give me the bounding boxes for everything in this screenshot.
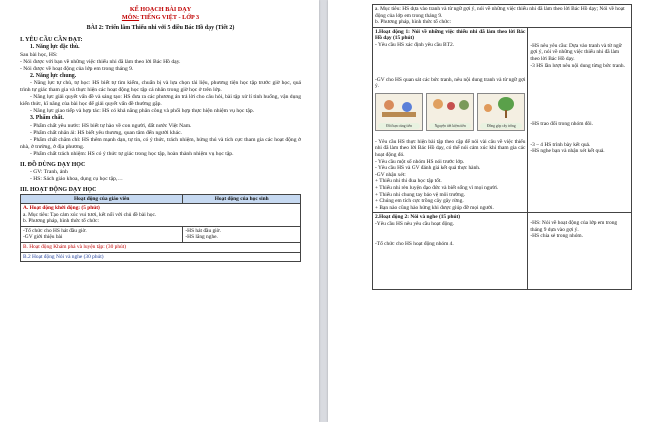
student-cell	[528, 27, 632, 213]
paragraph: - HS: Sách giáo khoa, dụng cụ học tập,…	[30, 175, 123, 182]
subject-text: TIẾNG VIỆT - LỚP 3	[139, 14, 200, 21]
cell-text: - Yêu cầu HS xác định yêu cầu BT2.	[375, 41, 454, 48]
cell-text: -GV giới thiệu bài	[23, 234, 63, 241]
table-row	[373, 5, 632, 28]
document-page-right	[328, 0, 650, 422]
paragraph: Sau bài học, HS:	[20, 51, 58, 58]
cell-text: - Yêu cầu một số nhóm HS nói trước lớp.	[375, 158, 465, 165]
teacher-cell	[373, 213, 528, 290]
table-row	[373, 27, 632, 213]
paragraph: - Phẩm chất chăm chỉ: HS thêm mạnh dạn, tự tin, có ý thức, trách nhiệm, hứng thú và tích cực tham gia các hoạt động ở nhà, ở trường, ở địa phương.	[20, 136, 301, 150]
activity-2-title: 2.Hoạt động 2: Nói và nghe (15 phút)	[375, 214, 461, 221]
lesson-plan-table-continued	[372, 4, 632, 290]
section-1-1-heading: 1. Năng lực đặc thù.	[30, 44, 80, 50]
table-row	[373, 213, 632, 290]
paragraph: - Nói được với bạn về những việc thiếu nhi đã làm theo lời Bác Hồ dạy.	[20, 58, 181, 65]
cell-text: -HS nghe bạn và nhận xét kết quả.	[530, 148, 605, 155]
paragraph: - GV: Tranh, ảnh	[30, 168, 68, 175]
cell-text: -HS lắng nghe.	[185, 234, 218, 241]
cell-text: b. Phương pháp, hình thức tổ chức:	[23, 218, 99, 225]
table-row	[21, 226, 301, 242]
table-row	[21, 243, 301, 253]
student-cell	[183, 226, 301, 242]
activity-b-title: B. Hoạt động Khám phá và luyện tập: (30 phút)	[21, 243, 301, 253]
cell-text: -3 HS lần lượt nêu nội dung từng bức tranh.	[530, 62, 625, 69]
cell-text: + Bạn nào cũng hào hứng khi được giúp đỡ mọi người.	[375, 204, 494, 211]
illustration-planting-trees	[477, 93, 525, 131]
paragraph: - Năng lực giao tiếp và hợp tác: HS có khả năng phân công và phối hợp thực hiện nhiệm vụ học tập.	[30, 108, 255, 114]
cell-text: -GV cho HS quan sát các bức tranh, nêu nội dung tranh và từ ngữ gợi ý.	[375, 76, 526, 90]
teacher-column-header: Hoạt động của giáo viên	[21, 194, 183, 204]
illustration-study-buddies	[375, 93, 423, 131]
cell-text: - Yêu cầu HS và GV đánh giá kết quả thực hành.	[375, 165, 481, 172]
cell-text: -HS chia sẻ trong nhóm.	[530, 233, 583, 240]
cell-text: a. Mục tiêu: Tạo cảm xúc vui tươi, kết nối với chủ đề bài học.	[23, 211, 157, 218]
cell-text: + Thiếu nhi rèn luyện đạo đức và biết sống vì mọi người.	[375, 184, 499, 191]
table-row	[21, 204, 301, 227]
illustration-strip	[375, 93, 525, 131]
subject-prefix: MÔN:	[121, 14, 140, 21]
paragraph: - Phẩm chất yêu nước: HS biết tự hào về con người, đất nước Việt Nam.	[30, 122, 192, 129]
cell-text: -GV nhận xét:	[375, 171, 406, 178]
lesson-plan-table	[20, 194, 301, 263]
caption: Nguyện tiết kiệm tiền	[429, 123, 471, 129]
cell-text: -HS: Nói về hoạt động của lớp em trong tháng 9 dựa vào gợi ý.	[530, 220, 618, 233]
table-row	[21, 252, 301, 262]
cell-text: -Tổ chức cho HS hát đầu giờ.	[23, 227, 87, 234]
paragraph: - Năng lực tự chủ, tự học: HS biết tự tìm kiếm, chuẩn bị và lựa chọn tài liệu, phương tiện học tập trước giờ học, quá trình tự giác tham gia và thực hiện các hoạt động học tập cá nhân trong giờ học ở trên lớp.	[20, 80, 301, 93]
caption: Đồng góp cây trồng	[480, 123, 522, 129]
cell-text: + Thiếu nhi chung tay bảo vệ môi trường.	[375, 191, 466, 198]
cell-text: -Yêu cầu HS nêu yêu cầu hoạt động.	[375, 220, 455, 227]
table-header-row	[21, 194, 301, 204]
teacher-cell	[21, 226, 183, 242]
activity-a-title: A. Hoạt động khởi động: (5 phút)	[23, 205, 100, 212]
student-cell	[528, 213, 632, 290]
activity-1-title: 1.Hoạt động 1: Nói về những việc thiếu nhi đã làm theo lời Bác Hồ dạy (15 phút)	[375, 28, 526, 42]
cell-text: -HS trao đổi trong nhóm đôi.	[530, 121, 593, 128]
caption: Đôi bạn cùng tiến	[378, 123, 420, 129]
student-column-header: Hoạt động của học sinh	[183, 194, 301, 204]
cell-text: - Yêu cầu HS thực hiện bài tập theo cặp để nói vài câu về việc thiếu nhi đã làm theo lời Bác Hồ dạy, có thể nói cảm xúc khi tham gia các hoạt động đó.	[375, 138, 526, 158]
document-page-left	[0, 0, 319, 422]
cell-text: -HS nêu yêu cầu: Dựa vào tranh và từ ngữ gợi ý, nói về những việc thiếu nhi đã làm theo lời Bác Hồ dạy.	[530, 42, 622, 62]
activity-b2-title: B.2 Hoạt động Nói và nghe (30 phút)	[21, 252, 301, 262]
section-2-heading: II. ĐỒ DÙNG DẠY HỌC	[20, 161, 86, 168]
paragraph: - Nói được về hoạt động của lớp em trong tháng 9.	[20, 65, 134, 72]
cell-text: -3 – 4 HS trình bày kết quả.	[530, 141, 591, 148]
lesson-title: BÀI 2: Triển lãm Thiếu nhi với 5 điều Bác Hồ dạy (Tiết 2)	[86, 25, 235, 31]
illustration-saving-money	[426, 93, 474, 131]
cell-text: + Thiếu nhi thi đua học tập tốt.	[375, 178, 442, 185]
cell-text: + Chúng em tích cực trồng cây gây rừng.	[375, 198, 464, 205]
paragraph: - Phẩm chất trách nhiệm: HS có ý thức tự giác trong học tập, hoàn thành nhiệm vụ học tập.	[30, 150, 234, 157]
paragraph: - Năng lực giải quyết vấn đề và sáng tạo: HS đưa ra các phương án trả lời cho câu hỏi, bài tập xử lí tình huống, vận dụng kiến thức, kĩ năng của bài học để giải quyết vấn đề thường gặp.	[20, 94, 301, 107]
cell-text: a. Mục tiêu: HS dựa vào tranh và từ ngữ gợi ý, nói về những việc thiếu nhi đã làm theo lời Bác Hồ dạy; Nói về hoạt động của lớp em trong tháng 9.	[375, 6, 625, 19]
plan-title: KẾ HOẠCH BÀI DẠY	[129, 6, 192, 13]
section-1-heading: I. YÊU CẦU CẦN ĐẠT:	[20, 37, 83, 43]
subject-line	[20, 14, 301, 22]
paragraph: - Phẩm chất nhân ái: HS biết yêu thương, quan tâm đến người khác.	[30, 129, 182, 136]
section-1-3-heading: 3. Phẩm chất.	[30, 115, 64, 121]
section-1-2-heading: 2. Năng lực chung.	[30, 72, 77, 79]
teacher-cell	[373, 27, 528, 213]
cell-text: -HS hát đầu giờ.	[185, 227, 221, 234]
cell-text: -Tổ chức cho HS hoạt động nhóm 4.	[375, 241, 454, 248]
table-cell	[373, 5, 632, 28]
cell-text: b. Phương pháp, hình thức tổ chức:	[375, 19, 451, 26]
table-cell	[21, 204, 301, 227]
section-3-heading: III. HOẠT ĐỘNG DẠY HỌC	[20, 186, 97, 193]
